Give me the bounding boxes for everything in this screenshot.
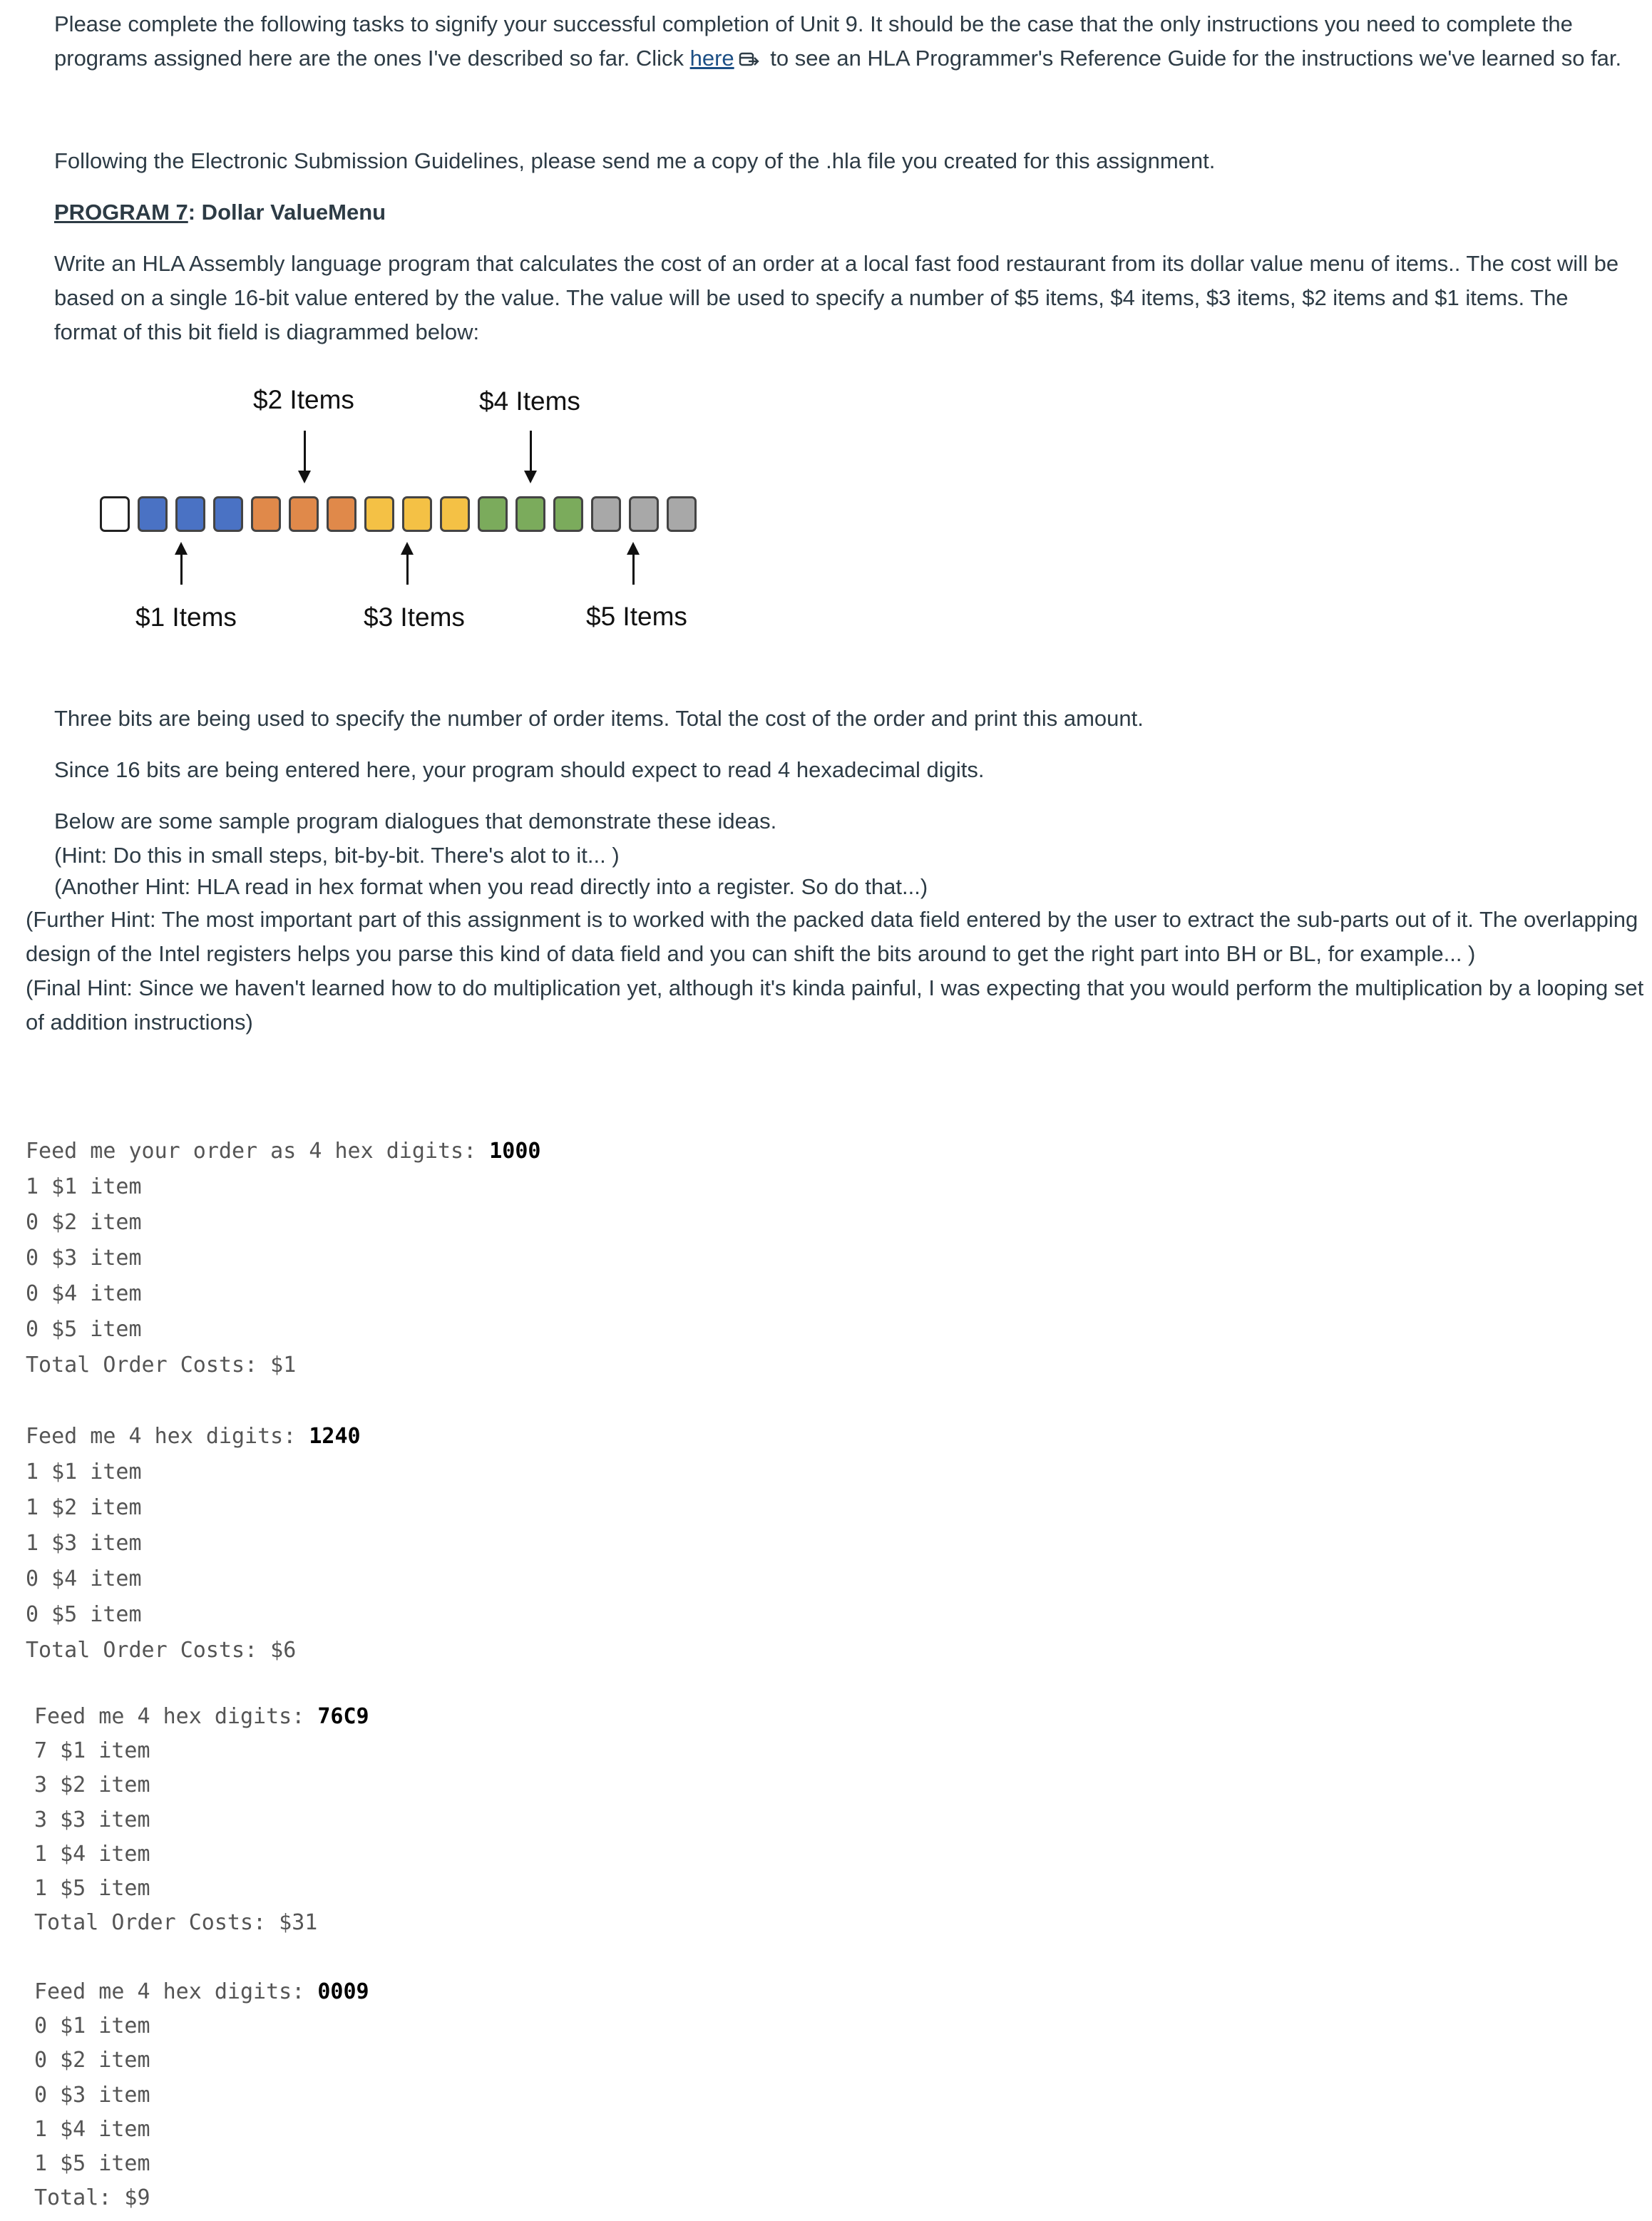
dialogue-prompt-line: [26, 1419, 361, 1455]
dialogue-prompt: Feed me 4 hex digits:: [34, 1979, 318, 2004]
arrow-2-items-head-icon: [298, 471, 311, 483]
dialogue-output-line: Total Order Costs: $31: [34, 1910, 318, 1936]
dialogue-output-line: 0 $2 item: [34, 2048, 150, 2073]
bit-cell: [440, 496, 470, 532]
intro-paragraph: [54, 7, 1637, 78]
bit-cell: [667, 496, 697, 532]
bit-cell: [478, 496, 508, 532]
dialogue-prompt: Feed me your order as 4 hex digits:: [26, 1139, 490, 1164]
further-hints-block: [26, 903, 1644, 1040]
dialogue-prompt: Feed me 4 hex digits:: [26, 1424, 309, 1449]
label-5-items: $5 Items: [586, 602, 687, 631]
bit-cell: [100, 496, 130, 532]
dialogue-output-line: 1 $4 item: [34, 2116, 150, 2142]
dialogue-input: 1000: [489, 1139, 541, 1164]
bit-cell: [138, 496, 168, 532]
bit-cell: [251, 496, 281, 532]
dialogue-output-line: 0 $1 item: [34, 2014, 150, 2039]
dialogue-output-line: 1 $5 item: [34, 1876, 150, 1902]
bit-cell: [213, 496, 243, 532]
arrow-2-items-shaft: [304, 431, 306, 472]
label-1-items: $1 Items: [135, 602, 237, 632]
dialogue-output-line: 7 $1 item: [34, 1738, 150, 1764]
program-label: PROGRAM 7: [54, 200, 188, 225]
dialogue-output-line: 0 $3 item: [34, 2082, 150, 2108]
dialogue-output-line: 1 $3 item: [26, 1531, 142, 1556]
sample-dialogue-1: [26, 1134, 540, 1383]
further-hint: (Further Hint: The most important part of this assignment is to worked with the packed data field entered by the user to extract the sub-parts out of it. The overlapping design of the Intel registers helps you parse this kind of data field and you can shift the bits around to get the right part into BH or BL, for example... ): [26, 907, 1638, 966]
dialogue-output-line: 3 $3 item: [34, 1807, 150, 1832]
dialogue-output-line: 0 $3 item: [26, 1246, 142, 1271]
bit-cell: [327, 496, 356, 532]
program-title: [54, 195, 386, 230]
bit-cell: [591, 496, 621, 532]
reference-guide-link[interactable]: here: [689, 46, 734, 71]
digits-note: Since 16 bits are being entered here, your program should expect to read 4 hexadecimal digits.: [54, 757, 985, 782]
bit-cell: [515, 496, 545, 532]
label-3-items: $3 Items: [364, 602, 465, 632]
dialogue-prompt-line: [34, 1975, 369, 2009]
label-2-items: $2 Items: [253, 385, 354, 414]
intro-text-before: Please complete the following tasks to signify your successful completion of Unit 9. It should be the case that the only instructions you need to complete the programs assigned here are the ones I've described so far. Click: [54, 11, 1573, 71]
external-link-icon: [739, 44, 760, 78]
another-hint: (Another Hint: HLA read in hex format when you read directly into a register. So do that...): [54, 874, 928, 899]
bit-cell: [175, 496, 205, 532]
final-hint: (Final Hint: Since we haven't learned how to do multiplication yet, although it's kinda painful, I was expecting that you would perform the multiplication by a looping set of addition instructions): [26, 975, 1644, 1035]
dialogue-output-line: Total Order Costs: $1: [26, 1353, 297, 1378]
hint: (Hint: Do this in small steps, bit-by-bit. There's alot to it... ): [54, 843, 620, 868]
arrow-5-items-shaft: [632, 553, 635, 585]
bits-note: Three bits are being used to specify the number of order items. Total the cost of the order and print this amount.: [54, 706, 1144, 731]
dialogue-output-line: 3 $2 item: [34, 1773, 150, 1798]
dialogue-prompt-line: [34, 1700, 369, 1734]
bit-cell: [402, 496, 432, 532]
label-4-items: $4 Items: [479, 386, 580, 416]
dialogue-prompt: Feed me 4 hex digits:: [34, 1704, 318, 1729]
arrow-4-items-shaft: [530, 431, 532, 472]
submission-instructions: Following the Electronic Submission Guidelines, please send me a copy of the .hla file you created for this assignment.: [54, 148, 1216, 173]
sample-dialogue-2: [26, 1419, 361, 1668]
dialogue-prompt-line: [26, 1134, 540, 1169]
dialogue-output-line: 1 $1 item: [26, 1460, 142, 1484]
program-name: : Dollar ValueMenu: [188, 200, 386, 225]
arrow-3-items-shaft: [406, 553, 409, 585]
dialogue-output-line: 0 $4 item: [26, 1566, 142, 1591]
dialogue-output-line: 1 $4 item: [34, 1841, 150, 1867]
dialogue-input: 1240: [309, 1424, 361, 1449]
dialogue-output-line: 0 $5 item: [26, 1602, 142, 1627]
hints-block: [54, 804, 928, 901]
bit-field-diagram: [93, 385, 734, 656]
sample-dialogue-4: [34, 1975, 369, 2215]
dialogue-input: 76C9: [317, 1704, 369, 1729]
bit-cell: [364, 496, 394, 532]
dialogue-output-line: Total Order Costs: $6: [26, 1638, 297, 1663]
program-description: Write an HLA Assembly language program that calculates the cost of an order at a local fast food restaurant from its dollar value menu of items.. The cost will be based on a single 16-bit value entered by the value. The value will be used to specify a number of $5 items, $4 items, $3 items, $2 items and $1 items. The format of this bit field is diagrammed below:: [54, 251, 1619, 344]
dialogue-output-line: 0 $5 item: [26, 1317, 142, 1342]
dialogue-output-line: Total: $9: [34, 2185, 150, 2211]
arrow-4-items-head-icon: [524, 471, 537, 483]
sample-dialogue-3: [34, 1700, 369, 1940]
dialogue-output-line: 1 $2 item: [26, 1495, 142, 1520]
dialogue-output-line: 0 $4 item: [26, 1281, 142, 1306]
samples-intro: Below are some sample program dialogues that demonstrate these ideas.: [54, 809, 777, 833]
bit-cell: [629, 496, 659, 532]
dialogue-output-line: 1 $1 item: [26, 1174, 142, 1199]
dialogue-output-line: 0 $2 item: [26, 1210, 142, 1235]
dialogue-input: 0009: [317, 1979, 369, 2004]
dialogue-output-line: 1 $5 item: [34, 2151, 150, 2177]
bit-cell: [289, 496, 319, 532]
intro-text-after: to see an HLA Programmer's Reference Guide for the instructions we've learned so far.: [764, 46, 1622, 71]
bit-cell: [553, 496, 583, 532]
arrow-1-items-shaft: [180, 553, 183, 585]
